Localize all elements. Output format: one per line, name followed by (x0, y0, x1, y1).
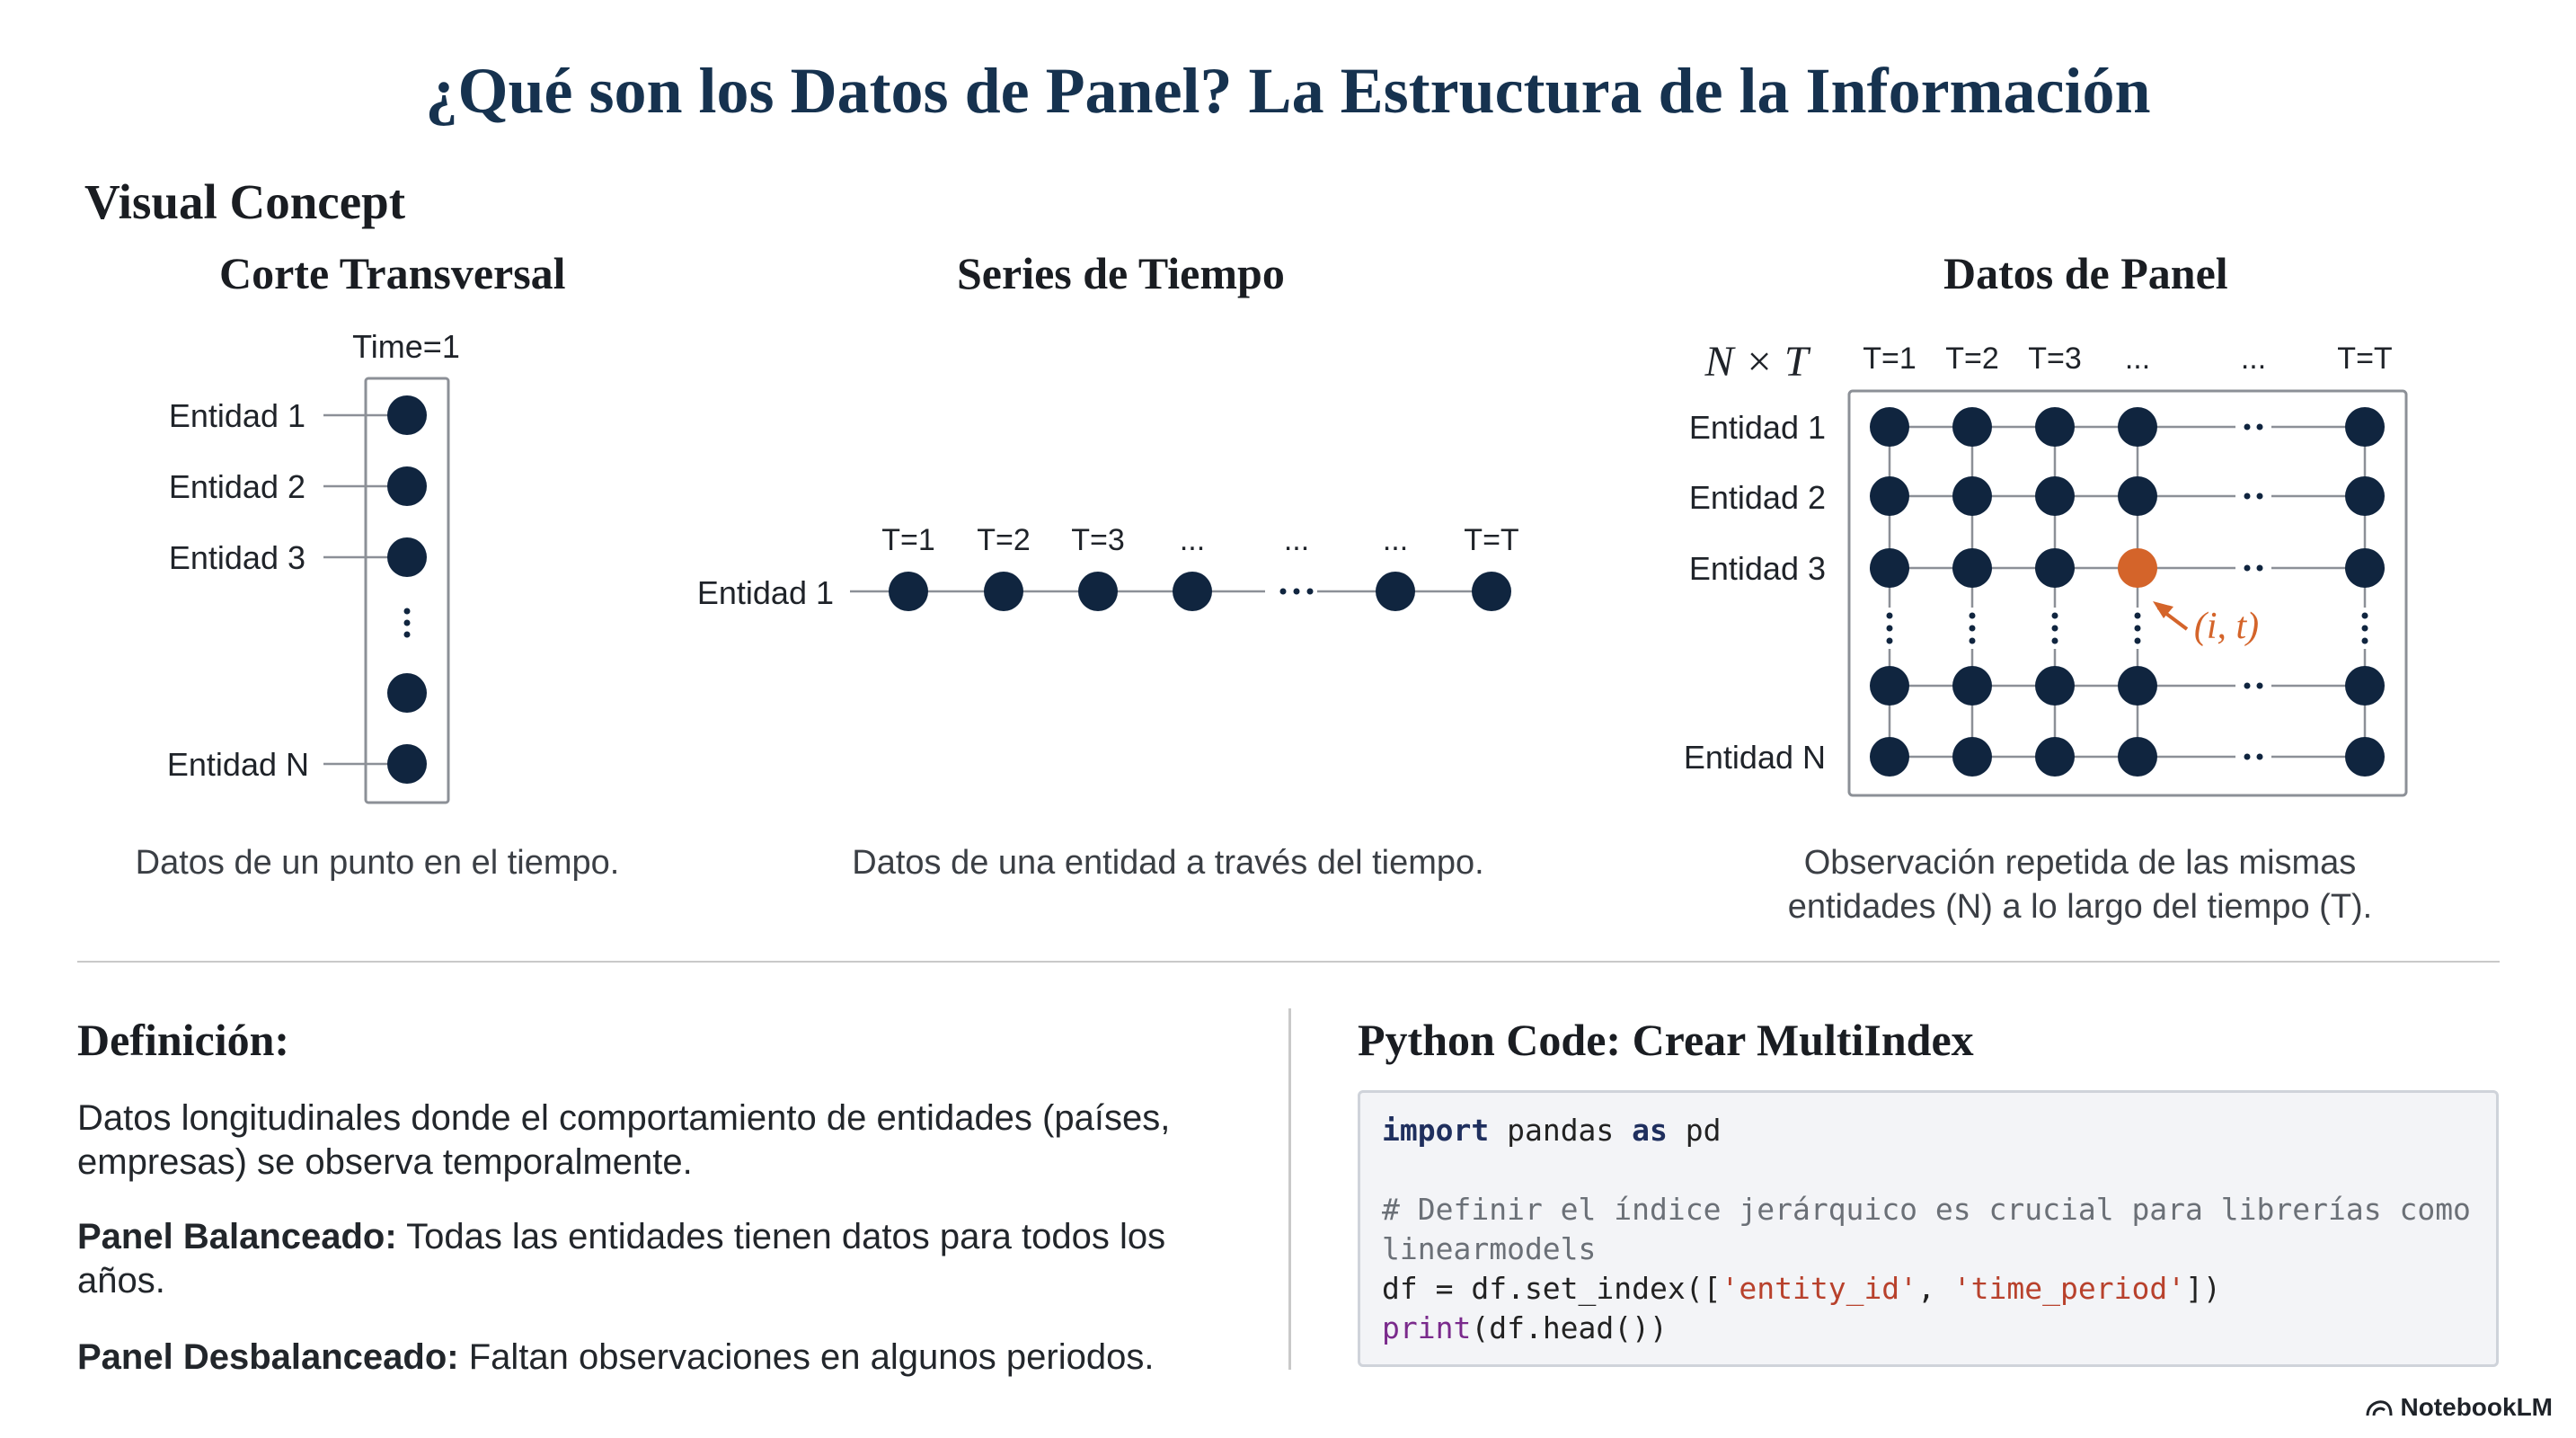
visual-concept-heading: Visual Concept (84, 174, 406, 229)
unbalanced-label: Panel Desbalanceado: (77, 1337, 459, 1377)
observation-dot (2345, 548, 2385, 588)
unbalanced-panel-text (77, 1336, 1236, 1380)
time-series-caption: Datos de una entidad a través del tiempo. (852, 844, 1484, 882)
definition-heading: Definición: (77, 1015, 290, 1065)
observation-dot (1173, 572, 1212, 611)
observation-dot (2035, 407, 2075, 447)
entity-label: Entidad 1 (1688, 409, 1826, 446)
observation-dot (2345, 666, 2385, 706)
code-comment: # Definir el índice jerárquico es crucial para librerías como (1382, 1192, 2471, 1227)
observation-dot (1472, 572, 1511, 611)
observation-dot (1870, 737, 1909, 777)
highlight-label: (i, t) (2193, 606, 2260, 647)
panel-caption-line: Observación repetida de las mismas (1803, 844, 2357, 882)
period-label: T=T (1464, 523, 1519, 557)
balanced-description: Todas las entidades tienen datos para todos los años. (77, 1217, 1166, 1300)
time-label: Time=1 (352, 328, 460, 365)
observation-dot (2345, 407, 2385, 447)
observation-dot (2118, 737, 2157, 777)
panel-grid-box (1849, 391, 2406, 795)
entity-label: Entidad 1 (168, 397, 305, 434)
panel-data-diagram (1684, 338, 2406, 795)
observation-dot (1952, 548, 1992, 588)
observation-dot (2035, 548, 2075, 588)
cross-section-title: Corte Transversal (219, 248, 566, 298)
observation-dot (1078, 572, 1118, 611)
notebooklm-icon (2366, 1398, 2393, 1417)
code-block (1358, 1090, 2499, 1367)
brand-logo (2366, 1393, 2553, 1422)
entity-label: Entidad 2 (168, 468, 305, 505)
observation-dot (2118, 407, 2157, 447)
panel-data-caption (1707, 841, 2453, 930)
time-series-diagram (697, 523, 1519, 611)
observation-dot (1870, 666, 1909, 706)
panel-caption-line: entidades (N) a lo largo del tiempo (T). (1787, 888, 2373, 927)
period-label: T=3 (2028, 342, 2082, 376)
observation-dot (387, 673, 427, 713)
observation-dot (984, 572, 1023, 611)
definition-text: Datos longitudinales donde el comportamiento de entidades (países, empresas) se observa temporalmente. (77, 1098, 1171, 1182)
observation-dot (387, 466, 427, 506)
cross-section-caption: Datos de un punto en el tiempo. (135, 844, 620, 882)
period-label: ... (1179, 523, 1206, 557)
time-slice-box (366, 378, 448, 803)
brand-name: NotebookLM (2400, 1393, 2553, 1421)
balanced-label: Panel Balanceado: (77, 1217, 397, 1256)
time-series-title: Series de Tiempo (957, 248, 1285, 298)
period-label: ... (1382, 523, 1409, 557)
observation-dot (1952, 476, 1992, 516)
entity-label: Entidad 1 (696, 574, 834, 611)
observation-dot (2035, 666, 2075, 706)
observation-dot (387, 395, 427, 435)
unbalanced-description: Faltan observaciones en algunos periodos. (458, 1337, 1155, 1377)
observation-dot (889, 572, 928, 611)
period-label: ... (1283, 523, 1310, 557)
period-label: T=2 (1945, 342, 1999, 376)
code-line: import pandas as pd (1382, 1113, 1722, 1148)
observation-dot (1952, 737, 1992, 777)
observation-dot (2035, 737, 2075, 777)
code-line: df = df.set_index(['entity_id', 'time_period']) (1382, 1271, 2221, 1306)
observation-dot (1870, 476, 1909, 516)
section-divider (77, 961, 2500, 963)
code-heading: Python Code: Crear MultiIndex (1358, 1015, 1974, 1065)
highlighted-observation-dot (2118, 548, 2157, 588)
observation-dot (1870, 407, 1909, 447)
period-label: T=3 (1071, 523, 1125, 557)
period-label: T=T (2337, 342, 2393, 376)
entity-label: Entidad 2 (1688, 479, 1826, 516)
period-label: T=1 (1863, 342, 1917, 376)
cross-section-diagram (167, 328, 460, 803)
page-title: ¿Qué son los Datos de Panel? La Estructura de la Información (425, 55, 2151, 127)
observation-dot (2118, 476, 2157, 516)
code-line: print(df.head()) (1382, 1310, 1668, 1345)
balanced-panel-text (77, 1215, 1236, 1303)
entity-label: Entidad 3 (168, 539, 305, 576)
observation-dot (1952, 666, 1992, 706)
observation-dot (1952, 407, 1992, 447)
code-line-blank (1382, 1150, 2474, 1190)
code-comment: linearmodels (1382, 1231, 1597, 1266)
dimension-label: N × T (1704, 338, 1809, 386)
observation-dot (2035, 476, 2075, 516)
observation-dot (2345, 737, 2385, 777)
entity-label: Entidad N (1683, 739, 1826, 776)
column-divider (1288, 1008, 1291, 1370)
entity-label: Entidad N (166, 746, 309, 783)
entity-label: Entidad 3 (1688, 550, 1826, 587)
period-label: T=2 (977, 523, 1031, 557)
period-label: T=1 (881, 523, 935, 557)
period-label: ... (2240, 342, 2267, 376)
panel-data-title: Datos de Panel (1943, 248, 2228, 298)
observation-dot (387, 537, 427, 577)
observation-dot (1376, 572, 1415, 611)
observation-dot (1870, 548, 1909, 588)
observation-dot (387, 744, 427, 784)
observation-dot (2118, 666, 2157, 706)
observation-dot (2345, 476, 2385, 516)
period-label: ... (2124, 342, 2151, 376)
